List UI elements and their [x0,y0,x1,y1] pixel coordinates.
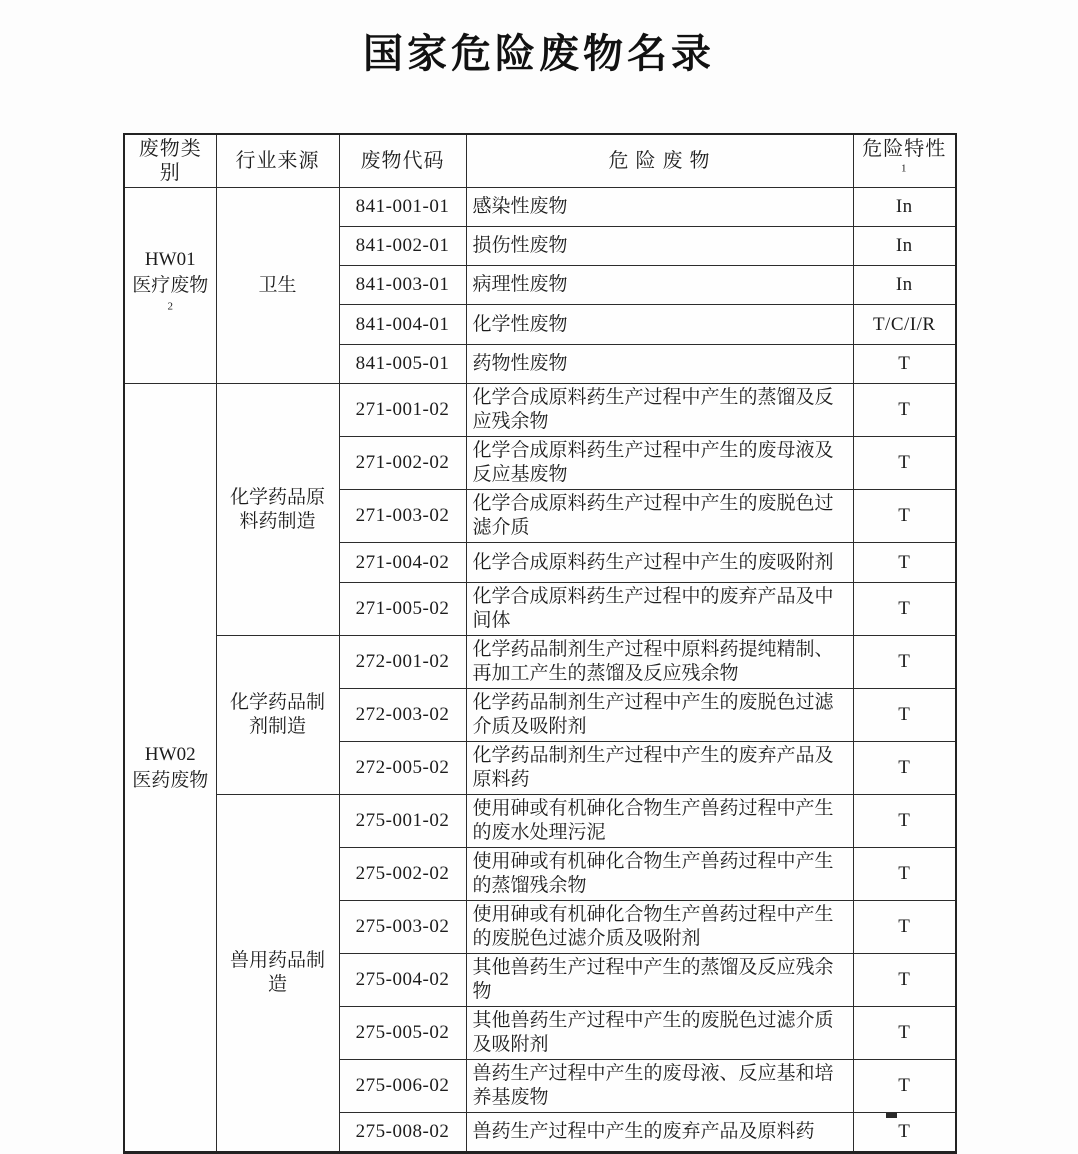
hazard-trait: T [853,583,956,636]
header-hazardous-waste: 危 险 废 物 [466,134,853,188]
waste-description: 化学合成原料药生产过程中产生的废吸附剂 [466,543,853,583]
hazard-trait: T [853,437,956,490]
waste-description: 病理性废物 [466,266,853,305]
waste-description: 化学合成原料药生产过程中产生的废母液及反应基废物 [466,437,853,490]
hazard-trait: In [853,188,956,227]
waste-description: 其他兽药生产过程中产生的废脱色过滤介质及吸附剂 [466,1007,853,1060]
hazard-trait: T/C/I/R [853,305,956,345]
table-row [124,636,956,689]
hazard-trait: T [853,1113,956,1153]
hazard-trait: T [853,901,956,954]
waste-code: 272-005-02 [339,742,466,795]
header-footnote-superscript: 1 [901,162,908,175]
industry-source-cell: 兽用药品制造 [216,795,339,1153]
header-industry-source: 行业来源 [216,134,339,188]
waste-description: 损伤性废物 [466,227,853,266]
hazard-trait: T [853,848,956,901]
header-hazard-trait-label: 危险特性 [862,138,947,160]
hazard-trait: T [853,543,956,583]
hazard-trait: T [853,1060,956,1113]
waste-description: 化学合成原料药生产过程中产生的废脱色过滤介质 [466,490,853,543]
waste-code: 275-003-02 [339,901,466,954]
waste-description: 兽药生产过程中产生的废弃产品及原料药 [466,1113,853,1153]
waste-code: 271-001-02 [339,384,466,437]
hazard-trait: T [853,636,956,689]
waste-description: 使用砷或有机砷化合物生产兽药过程中产生的蒸馏残余物 [466,848,853,901]
partial-page-number-mark [886,1113,897,1118]
waste-description: 使用砷或有机砷化合物生产兽药过程中产生的废脱色过滤介质及吸附剂 [466,901,853,954]
waste-description: 使用砷或有机砷化合物生产兽药过程中产生的废水处理污泥 [466,795,853,848]
waste-code: 841-003-01 [339,266,466,305]
header-waste-category: 废物类别 [124,134,216,188]
category-footnote-superscript: 2 [167,300,173,313]
hazard-trait: T [853,742,956,795]
header-hazard-trait [853,134,956,188]
waste-code: 271-004-02 [339,543,466,583]
waste-code: 271-005-02 [339,583,466,636]
waste-description: 化学药品制剂生产过程中产生的废脱色过滤介质及吸附剂 [466,689,853,742]
table-row [124,384,956,437]
waste-code: 275-004-02 [339,954,466,1007]
waste-description: 化学药品制剂生产过程中原料药提纯精制、再加工产生的蒸馏及反应残余物 [466,636,853,689]
waste-code: 275-005-02 [339,1007,466,1060]
hazard-trait: T [853,490,956,543]
hazard-trait: T [853,954,956,1007]
industry-source-cell: 化学药品制剂制造 [216,636,339,795]
hazard-trait: In [853,266,956,305]
waste-description: 其他兽药生产过程中产生的蒸馏及反应残余物 [466,954,853,1007]
hazard-trait: T [853,345,956,384]
category-code: HW02 [144,743,196,765]
waste-code: 275-008-02 [339,1113,466,1153]
waste-code: 841-002-01 [339,227,466,266]
category-code: HW01 [144,248,196,270]
waste-code: 275-002-02 [339,848,466,901]
header-row [124,134,956,188]
waste-code: 841-005-01 [339,345,466,384]
category-name: 医疗废物 [132,274,209,296]
waste-code: 272-003-02 [339,689,466,742]
hazard-trait: T [853,689,956,742]
industry-source-cell: 化学药品原料药制造 [216,384,339,636]
waste-category-cell-hw01 [124,188,216,384]
waste-description: 化学合成原料药生产过程中产生的蒸馏及反应残余物 [466,384,853,437]
waste-description: 药物性废物 [466,345,853,384]
hazard-trait: T [853,1007,956,1060]
waste-description: 兽药生产过程中产生的废母液、反应基和培养基废物 [466,1060,853,1113]
table-row [124,795,956,848]
category-name: 医药废物 [132,769,209,791]
hazardous-waste-table [123,133,957,1154]
waste-description: 感染性废物 [466,188,853,227]
waste-description: 化学合成原料药生产过程中的废弃产品及中间体 [466,583,853,636]
waste-code: 841-001-01 [339,188,466,227]
industry-source-cell: 卫生 [216,188,339,384]
waste-code: 272-001-02 [339,636,466,689]
hazard-trait: T [853,384,956,437]
hazard-trait: In [853,227,956,266]
waste-code: 275-006-02 [339,1060,466,1113]
waste-code: 275-001-02 [339,795,466,848]
waste-code: 841-004-01 [339,305,466,345]
page-title: 国家危险废物名录 [363,31,715,76]
waste-description: 化学药品制剂生产过程中产生的废弃产品及原料药 [466,742,853,795]
waste-category-cell-hw02 [124,384,216,1153]
waste-code: 271-002-02 [339,437,466,490]
hazard-trait: T [853,795,956,848]
table-row [124,188,956,227]
waste-description: 化学性废物 [466,305,853,345]
header-waste-code: 废物代码 [339,134,466,188]
waste-code: 271-003-02 [339,490,466,543]
